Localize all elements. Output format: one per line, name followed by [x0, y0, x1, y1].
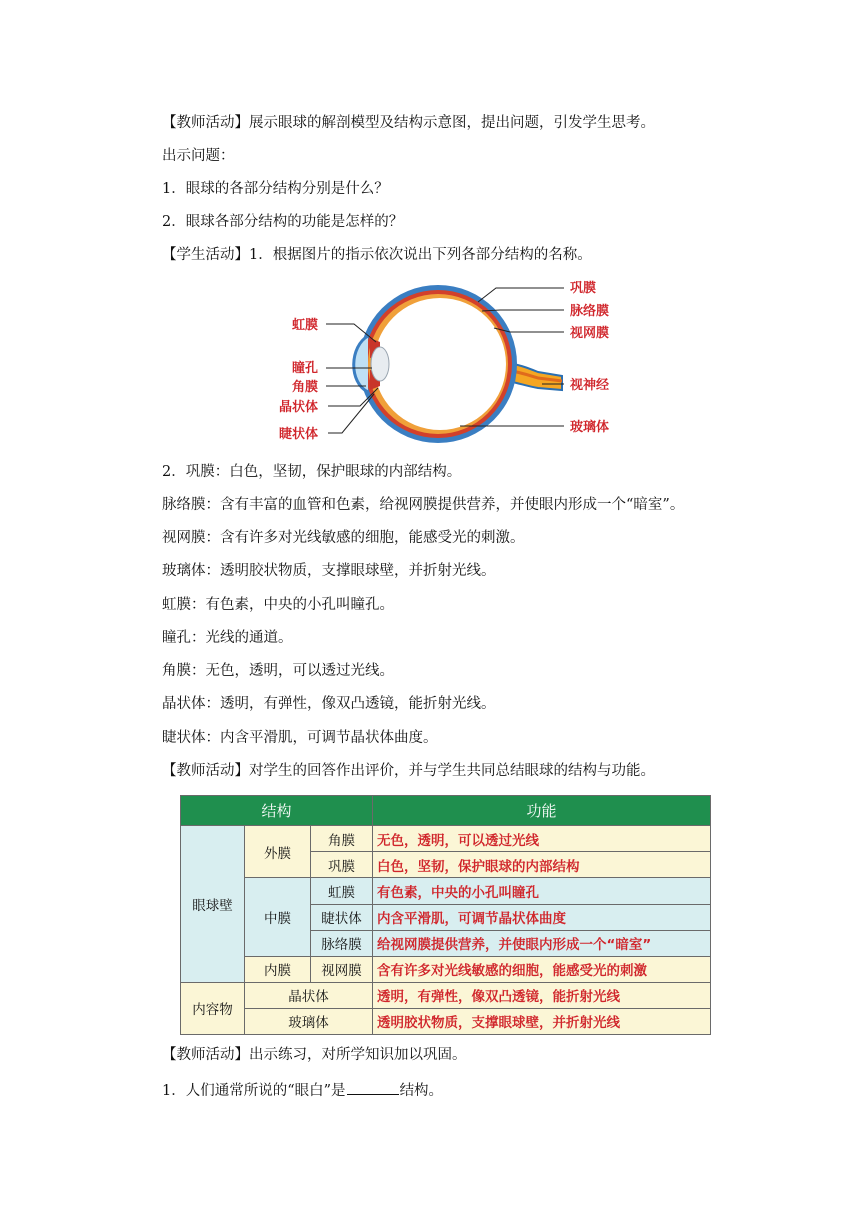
- table-row: [181, 982, 711, 1008]
- header-structure: 结构: [181, 796, 373, 826]
- function-cell: 透明，有弹性，像双凸透镜，能折射光线: [373, 982, 711, 1008]
- paragraph-lens: 晶状体：透明，有弹性，像双凸透镜，能折射光线。: [162, 696, 496, 712]
- paragraph-iris: 虹膜：有色素，中央的小孔叫瞳孔。: [162, 597, 394, 613]
- function-cell: 给视网膜提供营养，并使眼内形成一个“暗室”: [373, 930, 711, 956]
- function-cell: 白色，坚韧，保护眼球的内部结构: [373, 852, 711, 878]
- leader-ciliary: [328, 394, 374, 433]
- paragraph-retina: 视网膜：含有许多对光线敏感的细胞，能感受光的刺激。: [162, 530, 525, 546]
- paragraph-student-activity: 【学生活动】1．根据图片的指示依次说出下列各部分结构的名称。: [162, 247, 592, 263]
- label-pupil: 瞳孔: [291, 361, 318, 376]
- label-vitreous-body: 玻璃体: [570, 420, 610, 435]
- function-cell: 内含平滑肌，可调节晶状体曲度: [373, 904, 711, 930]
- paragraph-teacher-activity-3: 【教师活动】出示练习，对所学知识加以巩固。: [162, 1047, 467, 1063]
- cornea-shape: [354, 336, 368, 392]
- part-cell: 视网膜: [311, 956, 373, 982]
- function-cell: 透明胶状物质，支撑眼球壁，并折射光线: [373, 1008, 711, 1034]
- part-cell: 角膜: [311, 826, 373, 852]
- exercise-1-text-after: 结构。: [399, 1083, 444, 1099]
- part-cell: 晶状体: [245, 982, 373, 1008]
- part-cell: 巩膜: [311, 852, 373, 878]
- exercise-1-text-before: 1．人们通常所说的“眼白”是: [162, 1083, 346, 1099]
- leader-sclera: [478, 288, 564, 302]
- question-2: 2．眼球各部分结构的功能是怎样的？: [162, 214, 404, 230]
- table-row: [181, 1008, 711, 1034]
- paragraph-vitreous: 玻璃体：透明胶状物质，支撑眼球壁，并折射光线。: [162, 563, 496, 579]
- part-cell: 虹膜: [311, 878, 373, 904]
- paragraph-pupil: 瞳孔：光线的通道。: [162, 630, 293, 646]
- paragraph-sclera: 2．巩膜：白色，坚韧，保护眼球的内部结构。: [162, 464, 462, 480]
- paragraph-show-questions: 出示问题：: [162, 148, 235, 164]
- eye-structure-table: [180, 795, 711, 1035]
- label-ciliary-body: 睫状体: [278, 427, 318, 442]
- group-contents: 内容物: [181, 982, 245, 1034]
- answer-blank: [347, 1080, 399, 1095]
- part-cell: 玻璃体: [245, 1008, 373, 1034]
- label-retina: 视网膜: [570, 326, 610, 341]
- paragraph-cornea: 角膜：无色，透明，可以透过光线。: [162, 663, 394, 679]
- function-cell: 含有许多对光线敏感的细胞，能感受光的刺激: [373, 956, 711, 982]
- table-header-row: [181, 796, 711, 826]
- part-cell: 脉络膜: [311, 930, 373, 956]
- vitreous-body-shape: [374, 298, 506, 430]
- header-function: 功能: [373, 796, 711, 826]
- paragraph-choroid: 脉络膜：含有丰富的血管和色素，给视网膜提供营养，并使眼内形成一个“暗室”。: [162, 497, 685, 513]
- eyeball-diagram: [270, 276, 630, 448]
- lens-shape: [371, 347, 389, 381]
- layer-inner: 内膜: [245, 956, 311, 982]
- exercise-1: [162, 1080, 443, 1101]
- table-row: [181, 826, 711, 852]
- table-row: [181, 878, 711, 904]
- label-cornea: 角膜: [291, 380, 318, 395]
- label-iris: 虹膜: [291, 318, 318, 333]
- function-cell: 有色素，中央的小孔叫瞳孔: [373, 878, 711, 904]
- function-cell: 无色，透明，可以透过光线: [373, 826, 711, 852]
- part-cell: 睫状体: [311, 904, 373, 930]
- label-optic-nerve: 视神经: [570, 378, 610, 393]
- eyeball-illustration: [270, 276, 630, 448]
- label-lens: 晶状体: [278, 400, 318, 415]
- label-sclera: 巩膜: [570, 281, 597, 296]
- paragraph-teacher-activity-2: 【教师活动】对学生的回答作出评价，并与学生共同总结眼球的结构与功能。: [162, 763, 655, 779]
- paragraph-teacher-activity-1: 【教师活动】展示眼球的解剖模型及结构示意图，提出问题，引发学生思考。: [162, 115, 655, 131]
- group-eyeball-wall: 眼球壁: [181, 826, 245, 982]
- paragraph-ciliary: 睫状体：内含平滑肌，可调节晶状体曲度。: [162, 730, 438, 746]
- layer-middle: 中膜: [245, 878, 311, 956]
- table-row: [181, 956, 711, 982]
- label-choroid: 脉络膜: [570, 304, 610, 319]
- layer-outer: 外膜: [245, 826, 311, 878]
- question-1: 1．眼球的各部分结构分别是什么？: [162, 181, 389, 197]
